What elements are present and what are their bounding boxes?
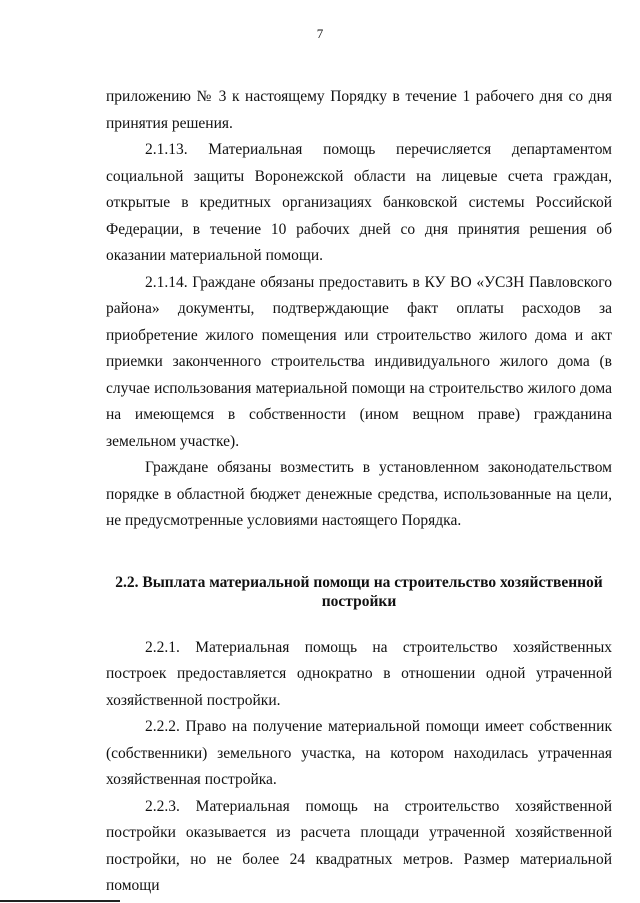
document-body (106, 84, 612, 900)
paragraph-2-2-3: 2.2.3. Материальная помощь на строительство хозяйственной постройки оказывается из расчета площади утраченной хозяйственной постройки, но не более 24 квадратных метров. Размер материальной помощи (106, 797, 612, 894)
paragraph-2-2-1: 2.2.1. Материальная помощь на строительство хозяйственных построек предоставляется однократно в отношении одной утраченной хозяйственной постройки. (106, 638, 612, 709)
section-heading: 2.2. Выплата материальной помощи на строительство хозяйственной постройки (115, 573, 603, 610)
paragraph-continuation: приложению № 3 к настоящему Порядку в течение 1 рабочего дня со дня принятия решения. (106, 88, 612, 132)
page-number: 7 (316, 26, 324, 41)
paragraph-2-1-13: 2.1.13. Материальная помощь перечисляется департаментом социальной защиты Воронежской области на лицевые счета граждан, открытые в кредитных организациях банковской системы Российской Федерации, в течение 10 рабочих дней со дня принятия решения об оказании материальной помощи. (106, 141, 612, 264)
paragraph-refund-obligation: Граждане обязаны возместить в установленном законодательством порядке в областной бюджет денежные средства, использованные на цели, не предусмотренные условиями настоящего Порядка. (106, 459, 612, 529)
paragraph-2-2-2: 2.2.2. Право на получение материальной помощи имеет собственник (собственники) земельного участка, на котором находилась утраченная хозяйственная постройка. (106, 718, 612, 788)
footer-rule (0, 900, 120, 902)
paragraph-2-1-14: 2.1.14. Граждане обязаны предоставить в КУ ВО «УСЗН Павловского района» документы, подтверждающие факт оплаты расходов за приобретение жилого помещения или строительство жилого дома и акт приемки законченного строительства индивидуального жилого дома (в случае использования материальной помощи на строительство жилого дома на имеющемся в собственности (ином вещном праве) гражданина земельном участке). (106, 273, 612, 450)
